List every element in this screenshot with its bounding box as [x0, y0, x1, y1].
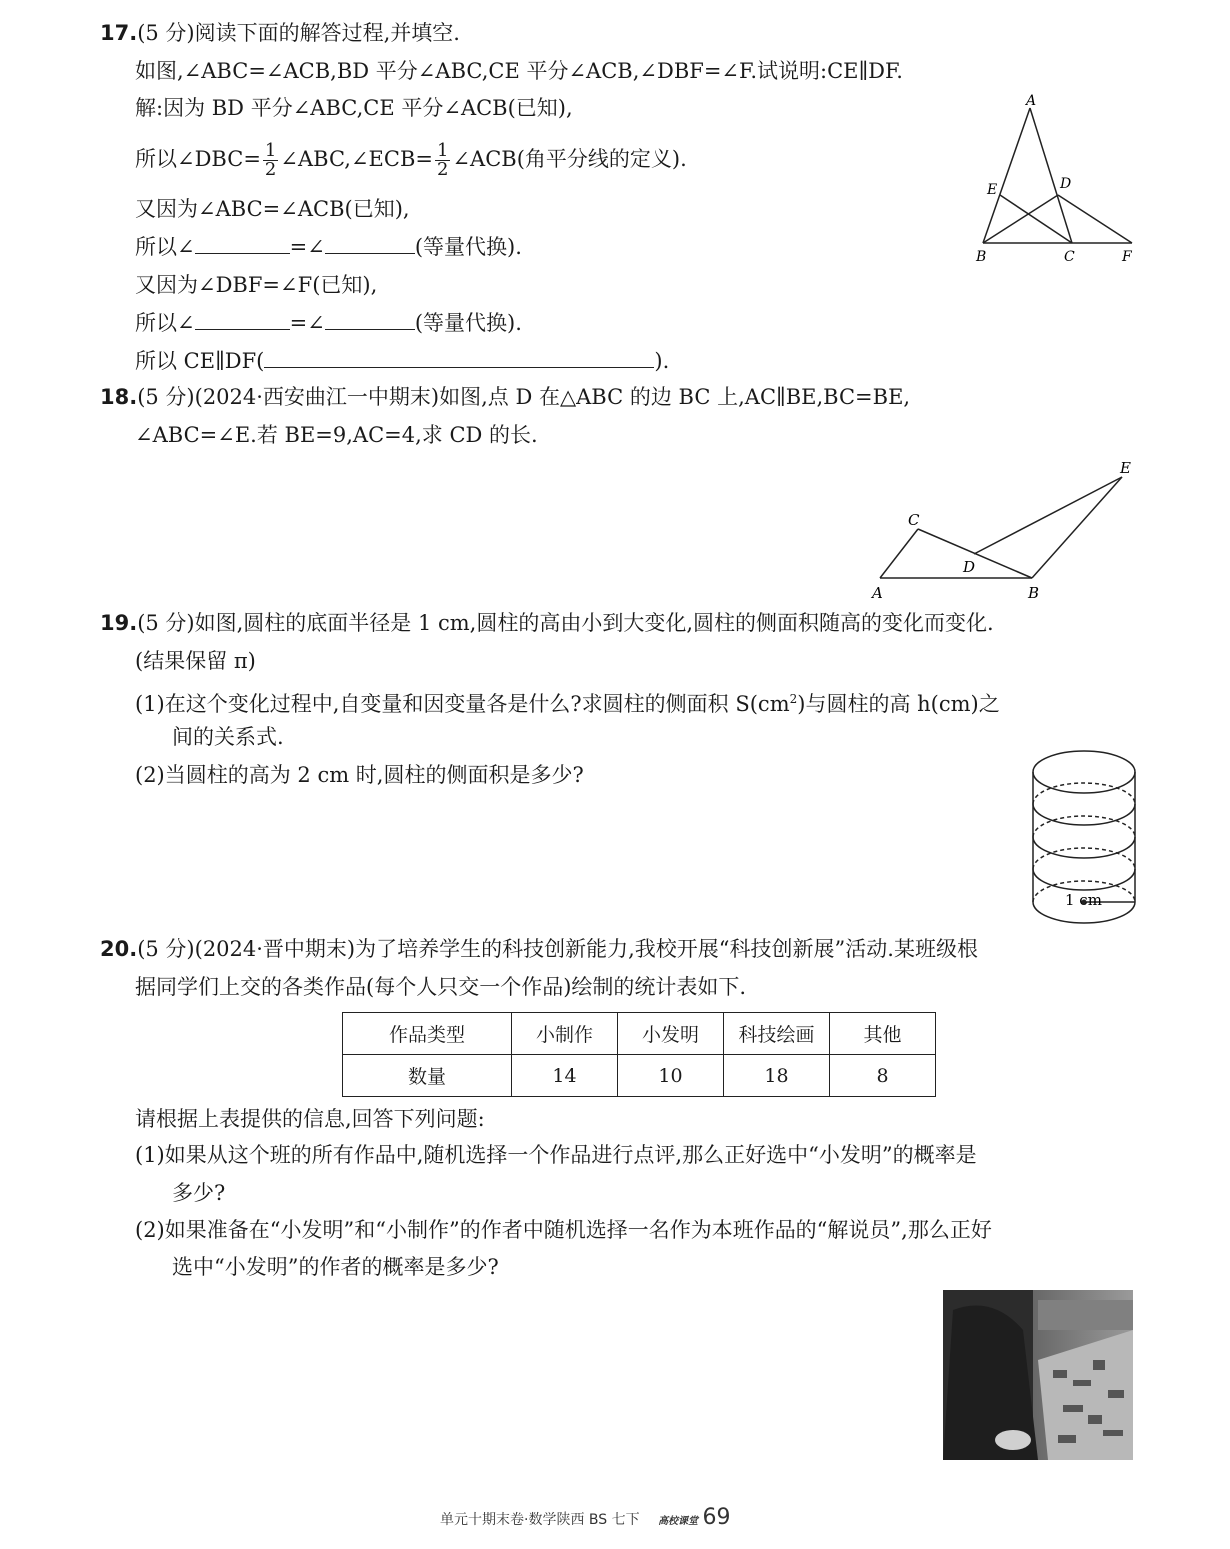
q20-line3: 请根据上表提供的信息,回答下列问题: — [135, 1107, 485, 1131]
fraction-denominator: 2 — [264, 159, 277, 180]
page-number: 69 — [702, 1505, 731, 1530]
q17-line3-part-b: ∠ABC,∠ECB= — [280, 147, 433, 171]
table-header-cell: 小制作 — [512, 1013, 618, 1055]
point-label: E — [1120, 459, 1131, 477]
q18-line1 — [100, 382, 910, 412]
table-header-row — [343, 1013, 936, 1055]
point-label: D — [1060, 176, 1072, 192]
fraction-numerator: 1 — [436, 140, 449, 161]
q17-line8-part-b: ). — [654, 349, 670, 373]
q17-line7 — [135, 308, 522, 338]
q17-line3-part-a: 所以∠DBC= — [135, 147, 261, 171]
answer-blank[interactable] — [264, 347, 654, 368]
footer-text: 单元十期末卷·数学陕西 BS 七下 — [440, 1512, 640, 1528]
q19-part1 — [135, 684, 1000, 719]
point-label: B — [976, 249, 987, 265]
q19-part1-cont: 间的关系式. — [172, 725, 284, 749]
q20-line1 — [100, 934, 978, 964]
question-number: 17. — [100, 21, 138, 45]
question-number: 20. — [100, 937, 138, 961]
answer-blank[interactable] — [195, 233, 290, 254]
table-cell: 18 — [724, 1055, 830, 1097]
table-header-cell: 小发明 — [618, 1013, 724, 1055]
answer-blank[interactable] — [325, 309, 415, 330]
q17-line5-part-b: =∠ — [289, 235, 325, 259]
table-cell: 14 — [512, 1055, 618, 1097]
point-label: D — [963, 558, 976, 576]
q19-part1-text-b: )与圆柱的高 h(cm)之 — [797, 692, 1000, 716]
q17-triangle-figure — [970, 90, 1150, 270]
q19-text: (5 分)如图,圆柱的底面半径是 1 cm,圆柱的高由小到大变化,圆柱的侧面积随高的变化而变化. — [137, 611, 994, 635]
q17-header — [100, 18, 460, 48]
q17-line3-part-c: ∠ACB(角平分线的定义). — [452, 147, 687, 171]
table-cell: 数量 — [343, 1055, 512, 1097]
fraction-numerator: 1 — [264, 140, 277, 161]
table-cell: 10 — [618, 1055, 724, 1097]
q19-line1 — [100, 608, 994, 638]
q17-line5 — [135, 232, 522, 262]
point-label: A — [872, 584, 883, 602]
q17-line4: 又因为∠ABC=∠ACB(已知), — [135, 197, 410, 221]
q17-line2: 解:因为 BD 平分∠ABC,CE 平分∠ACB(已知), — [135, 96, 573, 120]
q20-line2: 据同学们上交的各类作品(每个人只交一个作品)绘制的统计表如下. — [135, 975, 747, 999]
superscript: 2 — [789, 692, 798, 706]
fraction-half — [435, 142, 450, 179]
table-row — [343, 1055, 936, 1097]
q17-line5-part-c: (等量代换). — [414, 235, 522, 259]
fraction-denominator: 2 — [436, 159, 449, 180]
q17-line3 — [135, 137, 687, 181]
answer-blank[interactable] — [195, 309, 290, 330]
q20-text: (5 分)(2024·晋中期末)为了培养学生的科技创新能力,我校开展“科技创新展”活动.某班级根 — [137, 937, 978, 961]
table-header-cell: 作品类型 — [343, 1013, 512, 1055]
q17-line8 — [135, 346, 669, 376]
table-header-cell: 其他 — [830, 1013, 936, 1055]
point-label: F — [1122, 249, 1132, 265]
cylinder-figure — [1025, 748, 1143, 933]
brand-logo: 高校课堂 — [658, 1516, 699, 1527]
page-footer — [440, 1505, 731, 1530]
q20-part1: (1)如果从这个班的所有作品中,随机选择一个作品进行点评,那么正好选中“小发明”的概率是 — [135, 1143, 977, 1167]
q19-part1-text-a: (1)在这个变化过程中,自变量和因变量各是什么?求圆柱的侧面积 S(cm — [135, 692, 790, 716]
q19-line2: (结果保留 π) — [135, 649, 256, 673]
q18-figure — [870, 452, 1140, 604]
q17-line8-part-a: 所以 CE∥DF( — [135, 349, 265, 373]
point-label: A — [1026, 93, 1037, 109]
table-header-cell: 科技绘画 — [724, 1013, 830, 1055]
q17-line5-part-a: 所以∠ — [135, 235, 195, 259]
point-label: C — [908, 511, 920, 529]
point-label: C — [1064, 249, 1075, 265]
answer-blank[interactable] — [325, 233, 415, 254]
q17-line6: 又因为∠DBF=∠F(已知), — [135, 273, 378, 297]
q18-line2: ∠ABC=∠E.若 BE=9,AC=4,求 CD 的长. — [135, 423, 538, 447]
q17-line7-part-c: (等量代换). — [414, 311, 522, 335]
statistics-table — [342, 1012, 936, 1097]
q20-part2-cont: 选中“小发明”的作者的概率是多少? — [172, 1255, 499, 1279]
q18-text: (5 分)(2024·西安曲江一中期末)如图,点 D 在△ABC 的边 BC 上,AC∥BE,BC=BE, — [137, 385, 911, 409]
q17-score: (5 分)阅读下面的解答过程,并填空. — [137, 21, 460, 45]
exhibition-photo — [943, 1290, 1133, 1460]
fraction-half — [263, 142, 278, 179]
question-number: 19. — [100, 611, 138, 635]
q17-line7-part-a: 所以∠ — [135, 311, 195, 335]
point-label: B — [1028, 584, 1040, 602]
q17-line1: 如图,∠ABC=∠ACB,BD 平分∠ABC,CE 平分∠ACB,∠DBF=∠F.试说明:CE∥DF. — [135, 59, 903, 83]
table-cell: 8 — [830, 1055, 936, 1097]
radius-label: 1 cm — [1065, 891, 1102, 909]
q19-part2: (2)当圆柱的高为 2 cm 时,圆柱的侧面积是多少? — [135, 763, 584, 787]
q20-part2: (2)如果准备在“小发明”和“小制作”的作者中随机选择一名作为本班作品的“解说员”,那么正好 — [135, 1218, 992, 1242]
point-label: E — [987, 182, 998, 198]
question-number: 18. — [100, 385, 138, 409]
q17-line7-part-b: =∠ — [289, 311, 325, 335]
q20-part1-cont: 多少? — [172, 1181, 226, 1205]
